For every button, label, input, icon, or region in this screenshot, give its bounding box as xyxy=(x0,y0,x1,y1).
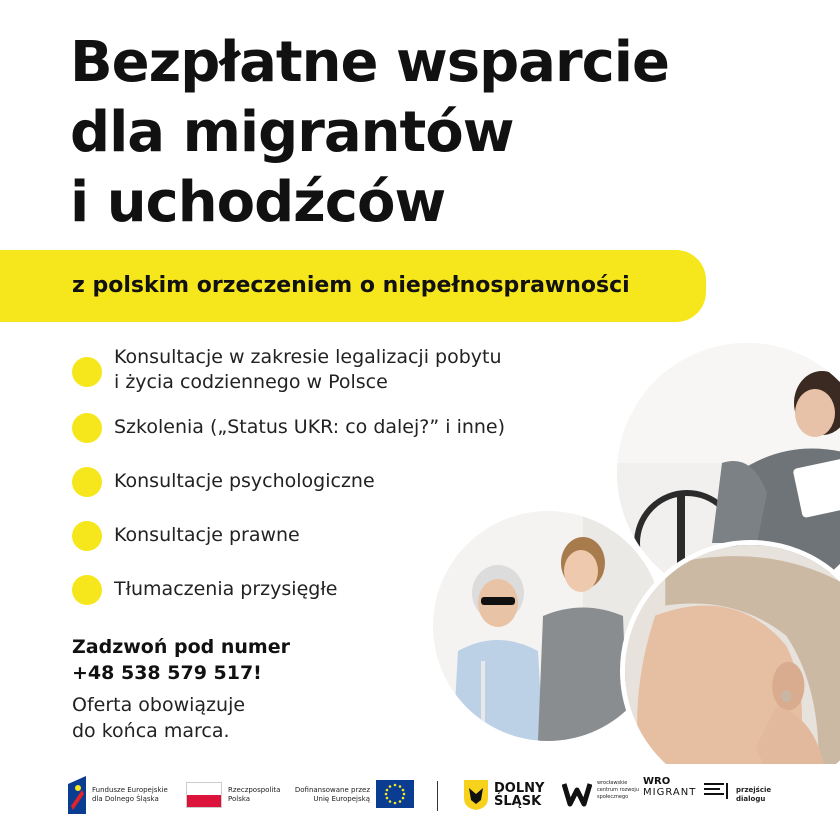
footer-logos xyxy=(0,764,840,840)
service-text xyxy=(114,345,502,395)
eu-flag-icon xyxy=(376,780,414,808)
service-text xyxy=(114,523,300,548)
headline-line-1: Bezpłatne wsparcie xyxy=(70,30,669,95)
fe-line-1: Fundusze Europejskie xyxy=(92,786,168,794)
service-text xyxy=(114,469,375,494)
ds-line-1: DOLNY xyxy=(494,781,545,796)
rp-line-1: Rzeczpospolita xyxy=(228,786,281,794)
service-line-1: Konsultacje w zakresie legalizacji pobytu xyxy=(114,346,502,368)
fundusze-europejskie-icon xyxy=(68,776,88,814)
wcrs-label xyxy=(597,780,639,801)
headline-line-2: dla migrantów xyxy=(70,100,514,165)
phone-callout-line-1: Zadzwoń pod numer xyxy=(72,636,290,658)
ds-line-2: ŚLĄSK xyxy=(494,794,542,809)
service-line-1: Konsultacje prawne xyxy=(114,524,300,546)
yellow-banner xyxy=(0,250,706,322)
wcrs-line-3: społecznego xyxy=(597,794,629,800)
eu-line-2: Unię Europejską xyxy=(313,795,370,803)
offer-line-1: Oferta obowiązuje xyxy=(72,694,246,716)
service-line-1: Konsultacje psychologiczne xyxy=(114,470,375,492)
bullet-dot-icon xyxy=(72,575,102,605)
fe-line-2: dla Dolnego Śląska xyxy=(92,795,159,803)
banner-text: z polskim orzeczeniem o niepełnosprawności xyxy=(72,273,630,298)
bullet-dot-icon xyxy=(72,521,102,551)
service-text xyxy=(114,415,505,440)
service-line-2: i życia codziennego w Polsce xyxy=(114,371,388,393)
wro-line-2: MIGRANT xyxy=(643,787,697,798)
dolny-slask-eagle-icon xyxy=(464,780,488,810)
bullet-dot-icon xyxy=(72,413,102,443)
footer-divider xyxy=(437,781,438,811)
offer-note xyxy=(72,692,245,744)
rzeczpospolita-label xyxy=(228,786,280,804)
wro-line-1: WRO xyxy=(643,776,671,787)
bullet-dot-icon xyxy=(72,467,102,497)
wcrs-line-1: wrocławskie xyxy=(597,780,628,786)
eu-funding-label xyxy=(294,786,370,804)
headline xyxy=(70,28,790,238)
service-text xyxy=(114,577,337,602)
przejscie-dialogu-icon xyxy=(704,782,730,800)
wcrs-w-icon xyxy=(562,780,592,808)
fundusze-europejskie-label xyxy=(92,786,168,804)
bullet-dot-icon xyxy=(72,357,102,387)
przejscie-dialogu-label xyxy=(736,786,771,804)
offer-line-2: do końca marca. xyxy=(72,720,230,742)
phone-number[interactable]: +48 538 579 517! xyxy=(72,662,262,684)
service-line-1: Tłumaczenia przysięgłe xyxy=(114,578,338,600)
phone-callout xyxy=(72,634,290,686)
dolny-slask-wordmark xyxy=(494,782,544,808)
pd-line-1: przejście xyxy=(736,786,772,794)
service-line-1: Szkolenia („Status UKR: co dalej?” i inne) xyxy=(114,416,506,438)
headline-line-3: i uchodźców xyxy=(70,170,446,235)
eu-line-1: Dofinansowane przez xyxy=(294,786,370,794)
photo-woman-hearing-aid-image xyxy=(625,545,840,797)
wro-migrant-logo xyxy=(643,776,696,798)
wcrs-line-2: centrum rozwoju xyxy=(597,787,639,793)
poland-flag-icon xyxy=(186,782,222,808)
rp-line-2: Polska xyxy=(228,795,251,803)
pd-line-2: dialogu xyxy=(736,795,766,803)
